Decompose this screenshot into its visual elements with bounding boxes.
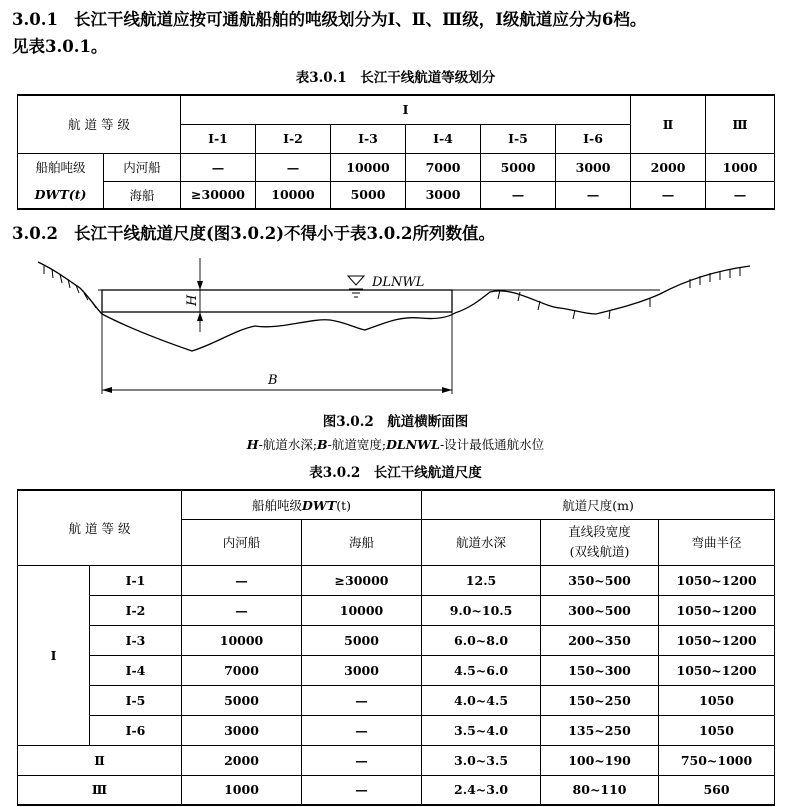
legend-H-text: -航道水深; [258,437,318,452]
legend-dlnwl-text: -设计最低通航水位 [439,437,545,452]
table-cell: — [302,715,422,745]
table-cell: 5000 [182,685,302,715]
water-level-symbol-icon [348,276,364,297]
table-cell: 3.0~3.5 [422,745,541,775]
table-row [18,775,775,805]
table-cell: 2000 [631,153,706,181]
table-cell: 10000 [256,181,331,209]
table-cell: 200~350 [541,625,659,655]
table-cell: 100~190 [541,745,659,775]
table-cell: 150~300 [541,655,659,685]
table-cell: — [256,153,331,181]
table-302-header-grade: 航 道 等 级 [18,490,182,565]
table-301-subgrade: Ⅰ-4 [406,124,481,153]
table-cell: 1050~1200 [659,655,775,685]
grade-I-cell: Ⅰ [18,565,90,745]
table-cell: Ⅰ-2 [90,595,182,625]
table-cell: 4.5~6.0 [422,655,541,685]
table-302 [17,489,775,806]
table-cell: 3000 [556,153,631,181]
table-302-header-dims: 航道尺度(m) [422,490,775,519]
table-row [18,745,775,775]
table-301-subgrade: Ⅰ-5 [481,124,556,153]
table-cell: 1000 [706,153,775,181]
table-cell: 1050~1200 [659,565,775,595]
table-cell: 3.5~4.0 [422,715,541,745]
table-cell: 12.5 [422,565,541,595]
table-cell: 3000 [302,655,422,685]
ship-type-cell: 内河船 [104,153,181,181]
table-cell: 5000 [481,153,556,181]
row-label-ship-tonnage: 船舶吨级 [18,153,104,181]
table-cell: 1050~1200 [659,625,775,655]
table-cell: 1050 [659,715,775,745]
table-cell: — [481,181,556,209]
table-cell: 10000 [302,595,422,625]
table-cell: 5000 [331,181,406,209]
table-cell: — [181,153,256,181]
table-cell: — [631,181,706,209]
table-cell: 150~250 [541,685,659,715]
table-301-subgrade: Ⅰ-2 [256,124,331,153]
table-cell: 10000 [331,153,406,181]
table-cell: Ⅰ-3 [90,625,182,655]
table-cell: 7000 [182,655,302,685]
table-cell: 9.0~10.5 [422,595,541,625]
table-cell: 3000 [406,181,481,209]
table-cell: 1000 [182,775,302,805]
table-301 [17,94,775,210]
table-cell: 350~500 [541,565,659,595]
table-cell: 1050 [659,685,775,715]
table-cell: 4.0~4.5 [422,685,541,715]
label-H: H [185,294,200,306]
table-cell: Ⅰ-4 [90,655,182,685]
channel-rectangle [102,290,452,312]
table-cell: Ⅲ [18,775,182,805]
table-302-caption: 表3.0.2 长江干线航道尺度 [309,465,482,481]
table-cell: Ⅱ [18,745,182,775]
label-dlnwl: DLNWL [372,275,425,290]
table-cell: 2.4~3.0 [422,775,541,805]
table-301-subgrade: Ⅰ-1 [181,124,256,153]
table-row [18,625,775,655]
table-301-header-I: Ⅰ [181,95,631,124]
table-row [18,181,775,209]
table-cell: 6.0~8.0 [422,625,541,655]
table-301-caption: 表3.0.1 长江干线航道等级划分 [295,70,496,86]
section-301-line2: 见表3.0.1。 [12,37,108,56]
ship-type-cell: 海船 [104,181,181,209]
table-cell: ≥30000 [302,565,422,595]
label-B: B [268,373,278,388]
table-cell: 10000 [182,625,302,655]
table-cell: 3000 [182,715,302,745]
col-width: 直线段宽度 (双线航道) [541,519,659,565]
table-cell: Ⅰ-5 [90,685,182,715]
table-cell: 750~1000 [659,745,775,775]
legend-B-symbol: B [317,437,328,452]
table-cell: 1050~1200 [659,595,775,625]
col-depth: 航道水深 [422,519,541,565]
legend-dlnwl-symbol: DLNWL [386,437,440,452]
table-cell: — [182,565,302,595]
table-cell: — [556,181,631,209]
table-cell: Ⅰ-6 [90,715,182,745]
figure-302-legend [0,435,791,453]
table-301-subgrade: Ⅰ-6 [556,124,631,153]
table-cell: ≥30000 [181,181,256,209]
channel-cross-section-figure [0,248,791,408]
table-301-header-III: Ⅲ [706,95,775,153]
table-cell: 7000 [406,153,481,181]
col-radius: 弯曲半径 [659,519,775,565]
section-302-number: 3.0.2 [12,224,58,243]
table-cell: 80~110 [541,775,659,805]
section-301-text: 长江干线航道应按可通航船舶的吨级划分为Ⅰ、Ⅱ、Ⅲ级，Ⅰ级航道应分为6档。 [74,10,647,29]
table-cell: Ⅰ-1 [90,565,182,595]
table-301-subgrade: Ⅰ-3 [331,124,406,153]
table-cell: 5000 [302,625,422,655]
table-301-header-II: Ⅱ [631,95,706,153]
col-sea: 海船 [302,519,422,565]
table-row [18,595,775,625]
table-row [18,715,775,745]
table-cell: 300~500 [541,595,659,625]
table-row [18,153,775,181]
figure-302-caption: 图3.0.2 航道横断面图 [322,414,469,430]
section-302-text: 长江干线航道尺度(图3.0.2)不得小于表3.0.2所列数值。 [74,224,495,243]
table-row [18,685,775,715]
table-cell: — [302,745,422,775]
table-cell: — [182,595,302,625]
col-inland: 内河船 [182,519,302,565]
table-row [18,655,775,685]
table-301-header-grade: 航 道 等 级 [18,95,181,153]
legend-H-symbol: H [246,437,259,452]
section-302-line [12,222,495,246]
table-302-header-dwt: 船舶吨级DWT(t) [182,490,422,519]
table-row [18,565,775,595]
table-cell: 560 [659,775,775,805]
section-301-number: 3.0.1 [12,10,58,29]
table-cell: — [302,775,422,805]
legend-B-text: -航道宽度; [327,437,387,452]
table-cell: — [706,181,775,209]
row-label-dwt: DWT(t) [18,181,104,209]
section-301-line1 [12,8,646,32]
table-cell: 135~250 [541,715,659,745]
table-cell: 2000 [182,745,302,775]
table-cell: — [302,685,422,715]
